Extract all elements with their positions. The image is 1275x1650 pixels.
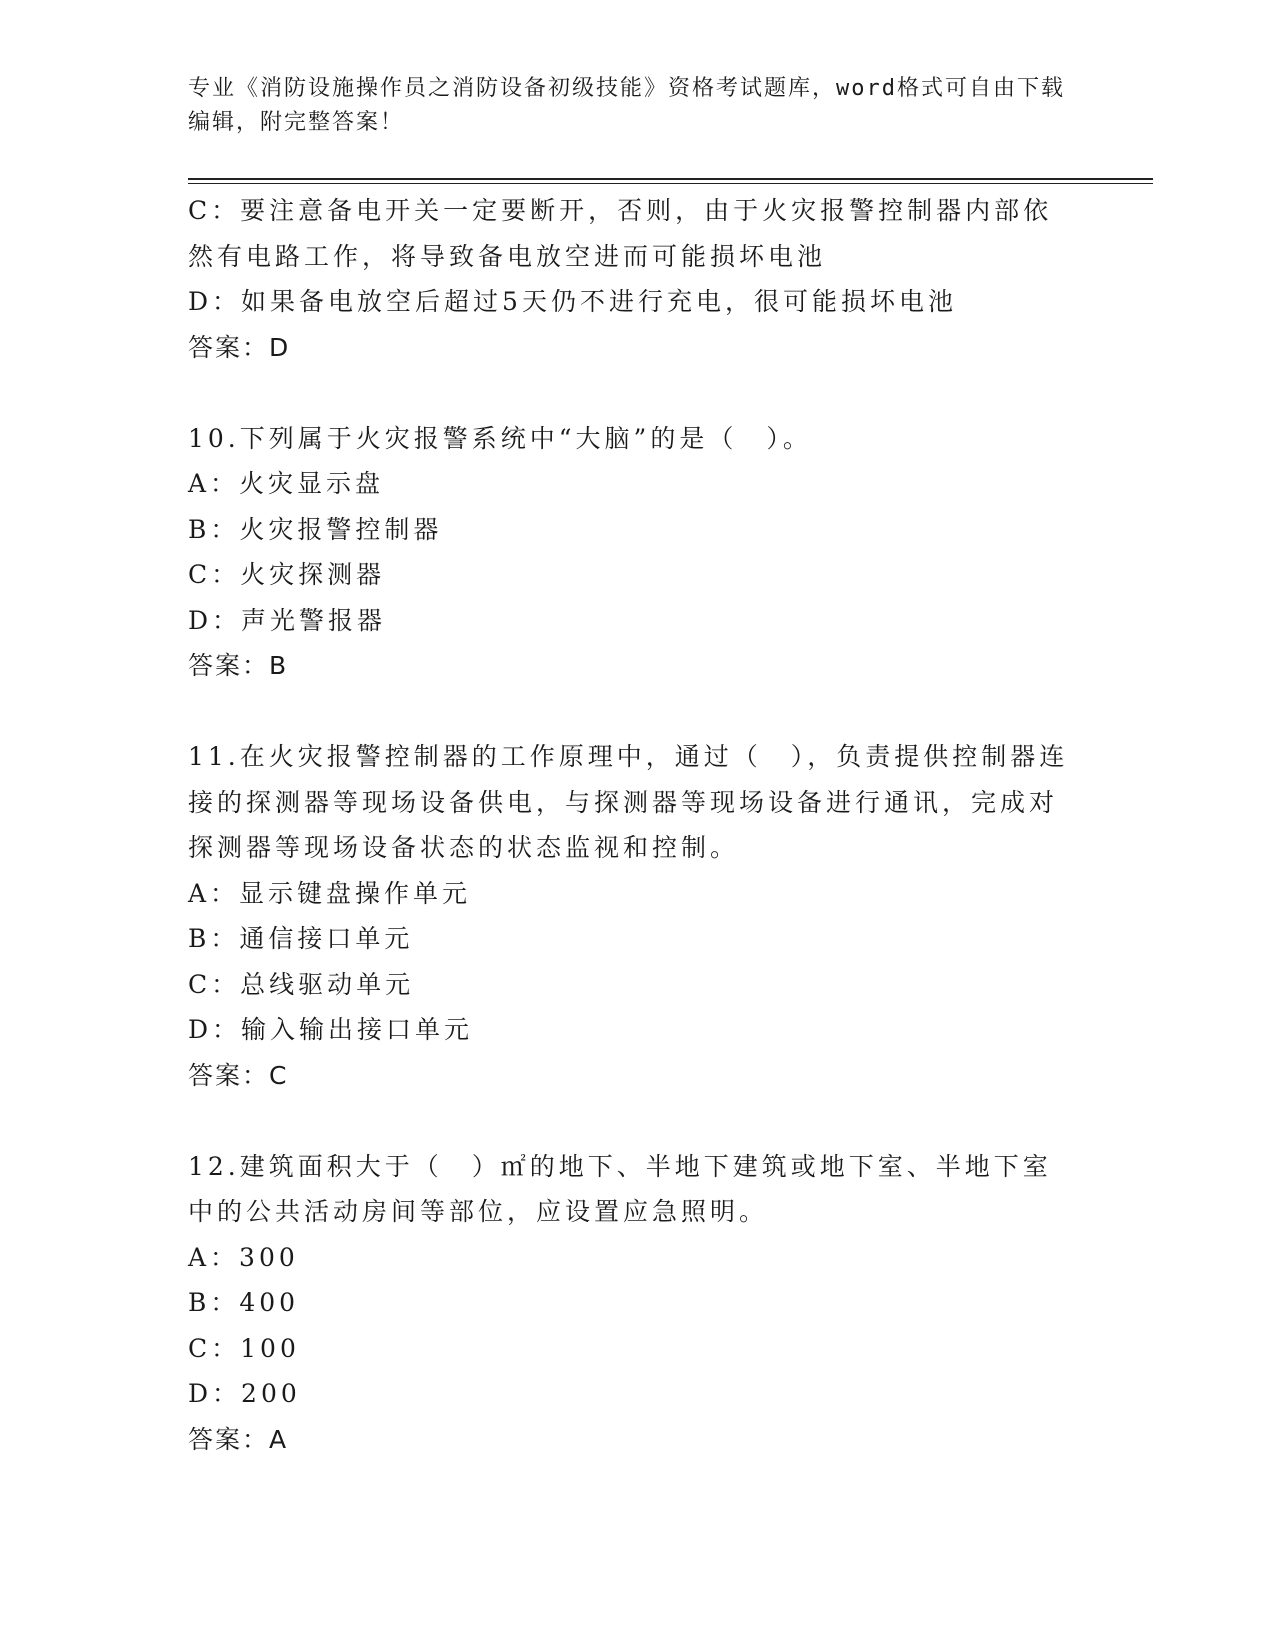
option-c: C：要注意备电开关一定要断开，否则，由于火灾报警控制器内部依然有电路工作，将导致备电放空进而可能损坏电池 <box>188 196 1053 271</box>
option-a: A：显示键盘操作单元 <box>188 878 472 908</box>
option-d: D：输入输出接口单元 <box>188 1015 474 1044</box>
option-d: D：声光警报器 <box>188 605 387 635</box>
answer-label: 答案：C <box>188 1060 289 1090</box>
answer-label: 答案：D <box>188 332 291 362</box>
question-stem: 11.在火灾报警控制器的工作原理中，通过（ ），负责提供控制器连接的探测器等现场设备供电，与探测器等现场设备进行通讯，完成对探测器等现场设备状态的状态监视和控制。 <box>188 742 1069 862</box>
option-b: B：火灾报警控制器 <box>188 514 443 544</box>
option-c: C：100 <box>188 1333 300 1363</box>
option-d: D：如果备电放空后超过5天仍不进行充电，很可能损坏电池 <box>188 287 957 316</box>
document-header: 专业《消防设施操作员之消防设备初级技能》资格考试题库，word格式可自由下载编辑，附完整答案！ <box>188 76 1065 135</box>
option-b: B：通信接口单元 <box>188 924 414 953</box>
question-stem: 12.建筑面积大于（ ）㎡的地下、半地下建筑或地下室、半地下室中的公共活动房间等部位，应设置应急照明。 <box>188 1151 1052 1226</box>
option-c: C：火灾探测器 <box>188 560 386 589</box>
answer-label: 答案：A <box>188 1424 289 1454</box>
option-b: B：400 <box>188 1288 300 1317</box>
option-a: A：火灾显示盘 <box>188 469 385 498</box>
spacer <box>188 689 1078 735</box>
header-divider-thin <box>188 183 1153 184</box>
spacer <box>188 370 1078 416</box>
answer-label: 答案：B <box>188 651 289 680</box>
option-c: C：总线驱动单元 <box>188 969 415 999</box>
question-stem: 10.下列属于火灾报警系统中“大脑”的是（ ）。 <box>188 423 812 453</box>
option-d: D：200 <box>188 1379 301 1408</box>
option-a: A：300 <box>188 1242 299 1272</box>
question-list <box>188 188 1078 1462</box>
header-divider-thick <box>188 178 1153 180</box>
spacer <box>188 1098 1078 1144</box>
